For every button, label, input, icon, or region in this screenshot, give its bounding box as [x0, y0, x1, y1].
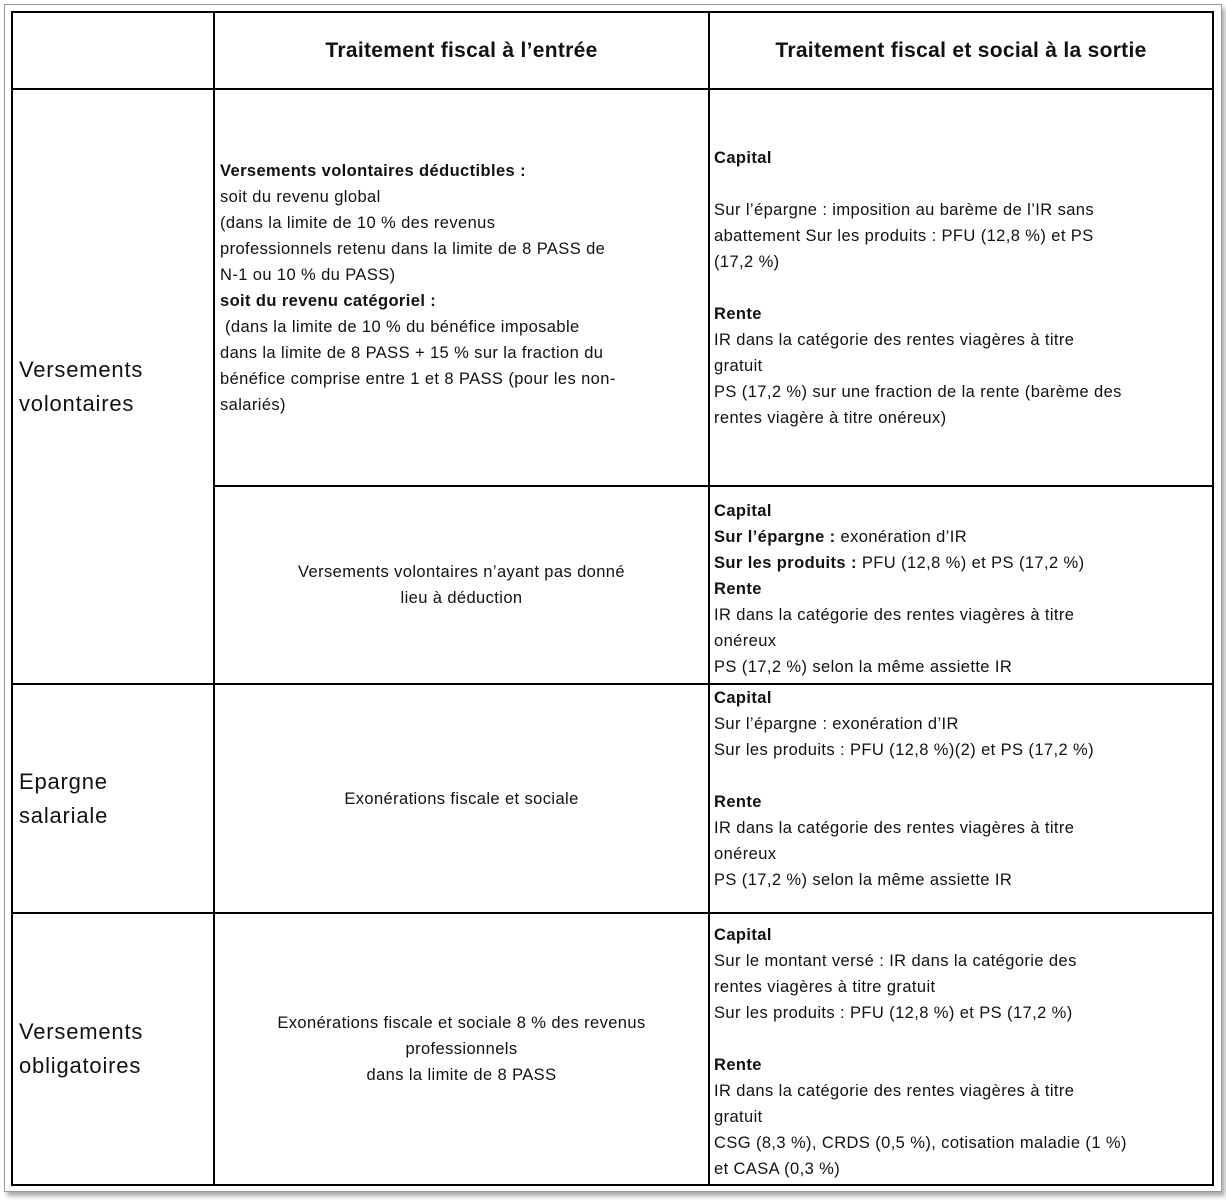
text-line: rentes viagère à titre onéreux)	[714, 409, 947, 427]
text-value: exonération d’IR	[835, 528, 968, 546]
text-line: IR dans la catégorie des rentes viagères à titre	[714, 1082, 1075, 1100]
capital-title: Capital	[714, 149, 772, 167]
rente-title: Rente	[714, 305, 762, 323]
row-label-line: Versements	[19, 356, 144, 382]
text-line: PS (17,2 %) selon la même assiette IR	[714, 658, 1013, 676]
text-line	[714, 524, 1210, 550]
table-border-line	[1212, 11, 1214, 1186]
deductible-exit-cell	[714, 145, 1210, 431]
bold-label: Sur les produits :	[714, 554, 857, 572]
text-line: Versements volontaires n’ayant pas donné	[298, 563, 625, 581]
non-deductible-entry-cell	[215, 487, 708, 683]
text-line: rentes viagères à titre gratuit	[714, 978, 936, 996]
bold-label: Sur l’épargne :	[714, 528, 836, 546]
row-label-epargne-salariale	[13, 685, 213, 912]
row-label-line: salariale	[19, 802, 109, 828]
header-entry	[215, 13, 708, 88]
text-line: (17,2 %)	[714, 253, 780, 271]
text-line: Sur l’épargne : exonération d’IR	[714, 715, 959, 733]
text-line: soit du revenu global	[220, 188, 381, 206]
text-line	[714, 550, 1210, 576]
text-line: PS (17,2 %) sur une fraction de la rente (barème des	[714, 383, 1122, 401]
non-deductible-exit-cell	[714, 498, 1210, 680]
row-label-line: obligatoires	[19, 1053, 142, 1078]
text-line: abattement Sur les produits : PFU (12,8 %) et PS	[714, 227, 1094, 245]
text-line: IR dans la catégorie des rentes viagères à titre	[714, 819, 1075, 837]
row-label-line: Versements	[19, 1019, 144, 1044]
deductible-subtitle: soit du revenu catégoriel :	[220, 292, 437, 310]
rente-title: Rente	[714, 1056, 762, 1074]
obligatoires-exit-cell	[714, 922, 1210, 1182]
deductible-entry-cell	[220, 158, 706, 418]
text-line: professionnels retenu dans la limite de 8 PASS de	[220, 240, 606, 258]
text-line: et CASA (0,3 %)	[714, 1160, 841, 1178]
text-line: (dans la limite de 10 % des revenus	[220, 214, 496, 232]
epargne-exit-cell	[714, 685, 1210, 893]
text-line: professionnels	[405, 1040, 518, 1058]
text-line: onéreux	[714, 632, 777, 650]
table-border-line	[708, 11, 710, 1186]
header-entry-label: Traitement fiscal à l’entrée	[325, 38, 598, 62]
text-line: Exonérations fiscale et sociale	[344, 789, 579, 808]
capital-title: Capital	[714, 502, 772, 520]
text-line: dans la limite de 8 PASS	[366, 1066, 557, 1084]
text-line: dans la limite de 8 PASS + 15 % sur la fraction du	[220, 344, 604, 362]
text-line: Sur les produits : PFU (12,8 %)(2) et PS (17,2 %)	[714, 741, 1094, 759]
text-line: (dans la limite de 10 % du bénéfice imposable	[220, 318, 580, 336]
deductible-title: Versements volontaires déductibles :	[220, 162, 527, 180]
table-border-line	[11, 1184, 1214, 1186]
text-line: bénéfice comprise entre 1 et 8 PASS (pour les non-	[220, 370, 616, 388]
spacer	[714, 171, 1210, 197]
row-label-versements-volontaires	[13, 90, 213, 683]
text-line: PS (17,2 %) selon la même assiette IR	[714, 871, 1013, 889]
text-line: IR dans la catégorie des rentes viagères à titre	[714, 606, 1075, 624]
text-line: IR dans la catégorie des rentes viagères à titre	[714, 331, 1075, 349]
rente-title: Rente	[714, 793, 762, 811]
text-line: gratuit	[714, 1108, 763, 1126]
text-line: lieu à déduction	[400, 589, 523, 607]
text-line: CSG (8,3 %), CRDS (0,5 %), cotisation maladie (1 %)	[714, 1134, 1127, 1152]
capital-title: Capital	[714, 689, 772, 707]
row-label-versements-obligatoires	[13, 914, 213, 1184]
row-label-line: Epargne	[19, 768, 108, 794]
spacer	[714, 1026, 1210, 1052]
text-line: N-1 ou 10 % du PASS)	[220, 266, 396, 284]
spacer	[714, 763, 1210, 789]
text-value: PFU (12,8 %) et PS (17,2 %)	[856, 554, 1085, 572]
epargne-entry-cell	[215, 685, 708, 912]
header-exit	[710, 13, 1212, 88]
spacer	[714, 275, 1210, 301]
text-line: Sur le montant versé : IR dans la catégorie des	[714, 952, 1077, 970]
text-line: Exonérations fiscale et sociale 8 % des revenus	[277, 1014, 646, 1032]
capital-title: Capital	[714, 926, 772, 944]
text-line: onéreux	[714, 845, 777, 863]
text-line: salariés)	[220, 396, 286, 414]
rente-title: Rente	[714, 580, 762, 598]
row-label-line: volontaires	[19, 390, 135, 416]
text-line: gratuit	[714, 357, 763, 375]
header-exit-label: Traitement fiscal et social à la sortie	[775, 38, 1147, 62]
text-line: Sur les produits : PFU (12,8 %) et PS (17,2 %)	[714, 1004, 1073, 1022]
obligatoires-entry-cell	[215, 914, 708, 1184]
text-line: Sur l’épargne : imposition au barème de l’IR sans	[714, 201, 1095, 219]
